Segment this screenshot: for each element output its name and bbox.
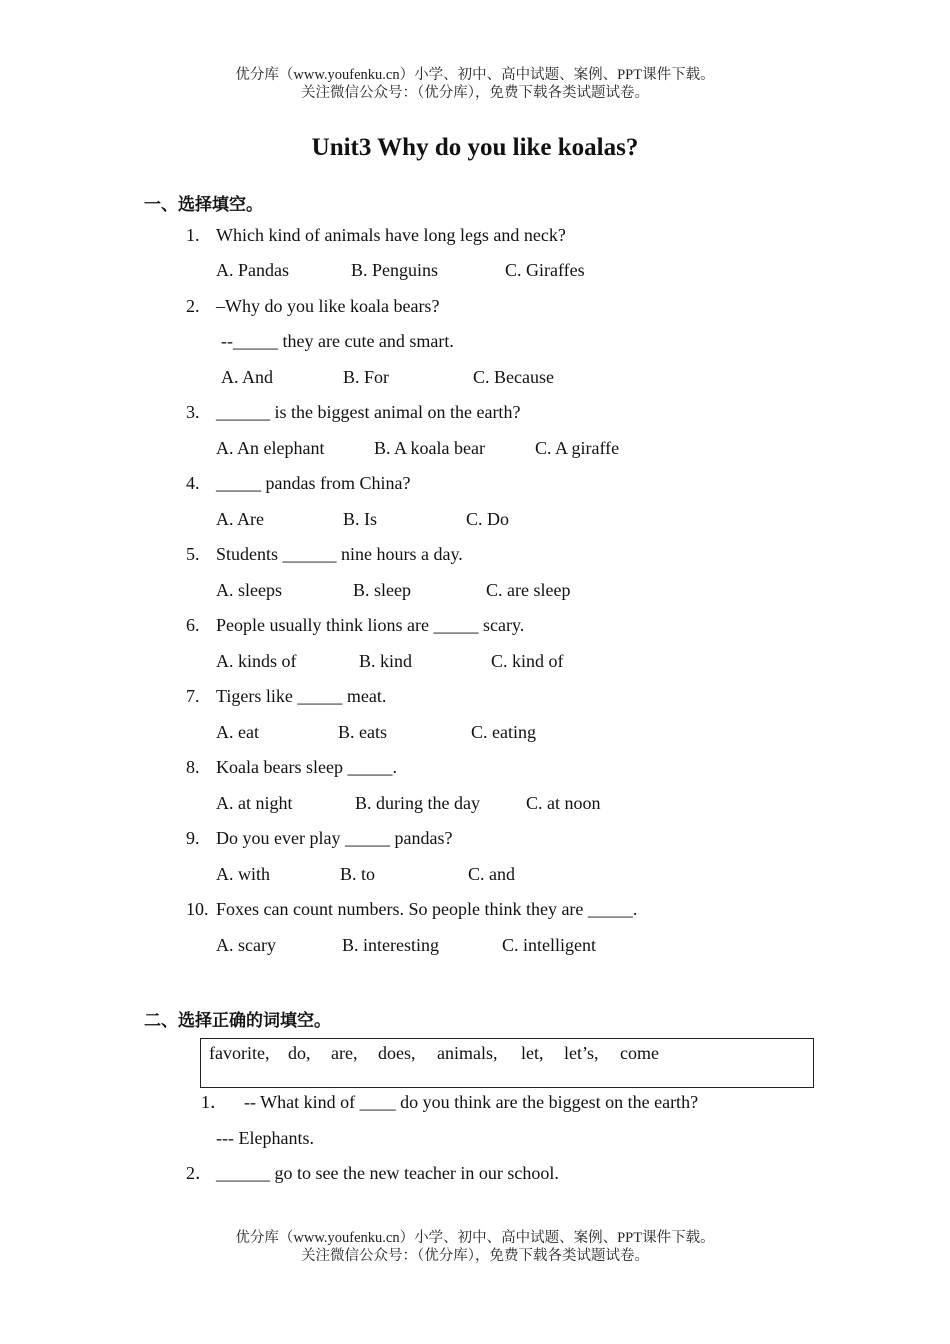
word-bank-item: favorite, — [209, 1043, 270, 1063]
option-b: B. sleep — [353, 580, 411, 600]
question-number: 3. — [186, 402, 200, 422]
option-c: C. Giraffes — [505, 260, 585, 280]
question-number: 2. — [186, 296, 200, 316]
footer-line-2: 关注微信公众号：（优分库），免费下载各类试题试卷。 — [301, 1248, 649, 1264]
word-bank-item: does, — [378, 1043, 416, 1063]
word-bank-item: come — [620, 1043, 659, 1063]
option-b: B. eats — [338, 722, 387, 742]
question-number: 8. — [186, 757, 200, 777]
word-bank-item: do, — [288, 1043, 311, 1063]
option-a: A. sleeps — [216, 580, 282, 600]
option-b: B. Is — [343, 509, 378, 529]
question-number: 1. — [186, 225, 200, 245]
question-text-2: --_____ they are cute and smart. — [221, 331, 454, 351]
option-c: C. and — [468, 864, 515, 884]
option-a: A. at night — [216, 793, 293, 813]
option-a: A. An elephant — [216, 438, 325, 458]
option-a: A. And — [221, 367, 274, 387]
footer-line-1: 优分库（www.youfenku.cn）小学、初中、高中试题、案例、PPT课件下载。 — [235, 1230, 715, 1246]
option-b: B. Penguins — [351, 260, 439, 280]
question-text: Students ______ nine hours a day. — [216, 544, 463, 564]
question-text: Koala bears sleep _____. — [216, 757, 397, 777]
word-bank-item: let, — [521, 1043, 544, 1063]
page-footer — [0, 1229, 950, 1265]
option-c: C. intelligent — [502, 935, 596, 955]
option-a: A. eat — [216, 722, 259, 742]
option-a: A. scary — [216, 935, 276, 955]
option-a: A. kinds of — [216, 651, 297, 671]
option-a: A. with — [216, 864, 270, 884]
option-b: B. For — [343, 367, 390, 387]
option-a: A. Pandas — [216, 260, 289, 280]
question-text: _____ pandas from China? — [216, 473, 411, 493]
option-a: A. Are — [216, 509, 264, 529]
option-c: C. Do — [466, 509, 510, 529]
question-number: 9. — [186, 828, 200, 848]
question-number: 4. — [186, 473, 200, 493]
option-c: C. are sleep — [486, 580, 571, 600]
question-text: ______ is the biggest animal on the earth? — [216, 402, 521, 422]
header-line-2: 关注微信公众号：（优分库），免费下载各类试题试卷。 — [301, 85, 649, 101]
question-number: 2． — [186, 1163, 213, 1183]
word-bank — [200, 1038, 814, 1088]
question-text: People usually think lions are _____ scary. — [216, 615, 525, 635]
word-bank-item: let’s, — [564, 1043, 599, 1063]
option-b: B. A koala bear — [374, 438, 485, 458]
word-bank-item: animals, — [437, 1043, 498, 1063]
question-text: ______ go to see the new teacher in our school. — [216, 1163, 559, 1183]
option-c: C. kind of — [491, 651, 564, 671]
question-text: Foxes can count numbers. So people think they are _____. — [216, 899, 638, 919]
option-c: C. Because — [473, 367, 554, 387]
header-line-1: 优分库（www.youfenku.cn）小学、初中、高中试题、案例、PPT课件下载。 — [235, 67, 715, 83]
section-2-heading: 二、选择正确的词填空。 — [144, 1011, 331, 1031]
question-number: 5. — [186, 544, 200, 564]
option-c: C. eating — [471, 722, 536, 742]
question-number: 10. — [186, 899, 209, 919]
option-b: B. during the day — [355, 793, 480, 813]
question-number: 6. — [186, 615, 200, 635]
page-title: Unit3 Why do you like koalas? — [311, 134, 639, 161]
question-number: 1． — [201, 1092, 228, 1112]
question-text: Which kind of animals have long legs and neck? — [216, 225, 566, 245]
section-1-heading: 一、选择填空。 — [144, 195, 263, 215]
question-text: Tigers like _____ meat. — [216, 686, 387, 706]
option-c: C. A giraffe — [535, 438, 620, 458]
option-b: B. to — [340, 864, 376, 884]
page-header — [0, 66, 950, 102]
word-bank-item: are, — [331, 1043, 358, 1063]
option-c: C. at noon — [526, 793, 601, 813]
question-text: Do you ever play _____ pandas? — [216, 828, 453, 848]
question-text: -- What kind of ____ do you think are the biggest on the earth? — [244, 1092, 699, 1112]
question-text: –Why do you like koala bears? — [216, 296, 440, 316]
option-b: B. kind — [359, 651, 413, 671]
question-number: 7. — [186, 686, 200, 706]
option-b: B. interesting — [342, 935, 439, 955]
question-text-2: --- Elephants. — [216, 1128, 314, 1148]
